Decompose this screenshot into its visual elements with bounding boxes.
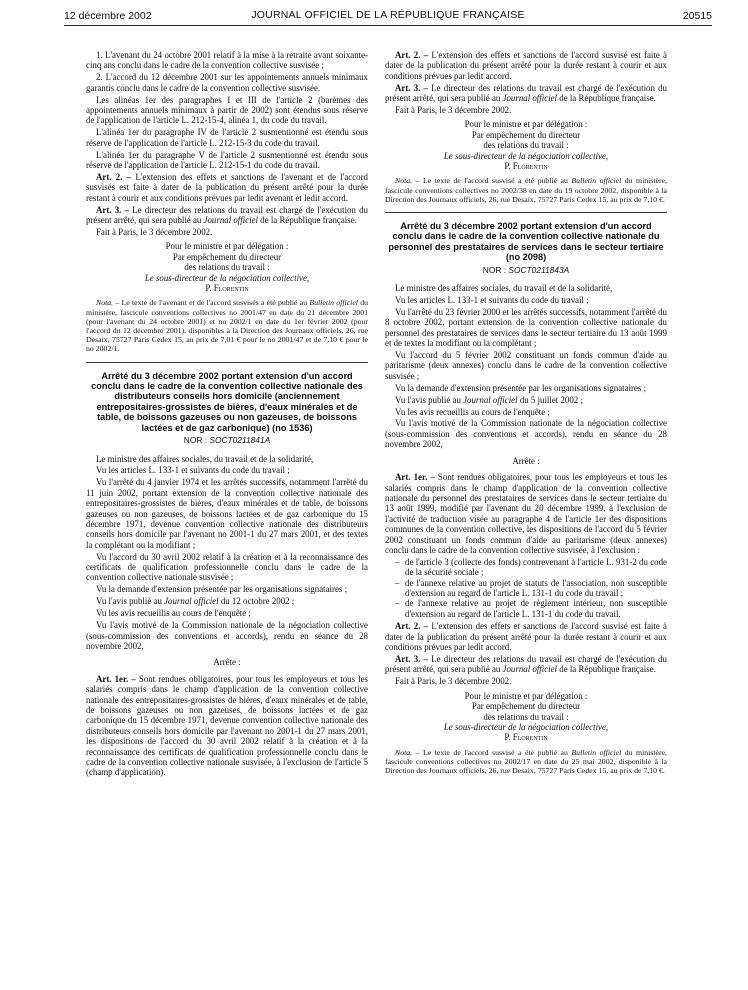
paragraph: Les alinéas 1er des paragraphes I et III de l'article 2 (barèmes des appointements annuels minimaux à partir de 2002) sont étendus sous réserve de l'application de l'article L. 212-15-4, alinéa 1, du code du travail. — [86, 94, 368, 126]
visa: Vu les articles L. 133-1 et suivants du code du travail ; — [395, 295, 589, 306]
article-text: Le directeur des relations du travail est chargé de l'exécution du présent arrêté, qui sera publié au — [385, 82, 667, 104]
article-text: Sont rendues obligatoires, pour tous les employeurs et tous les salariés compris dans le champ d'application de la convention collective nationale des entrepositaires-grossistes de bières, d'eaux minérales et de table, de boissons gazeuses ou non gazeuses, de boissons lactées et de gaz carbonique du 15 décembre 1971, devenue convention collective nationale des distributeurs conseils hors domicile par l'avenant no 2001-1 du 27 mars 2001, les dispositions de l'accord du 30 avril 2002 relatif à la création et à la reconnaissance des certificats de qualification professionnelle conclu dans le cadre de la convention collective nationale susvisée, à l'exclusion de l'article 5 (champ d'application). — [86, 673, 368, 778]
visa: Vu l'arrêté du 4 janvier 1974 et les arrêtés successifs, notamment l'arrêté du 11 juin 2002, portant extension de la convention collective nationale des entrepositaires-grossistes de bières, d'eaux minérales et de table, de boissons gazeuses ou non gazeuses, de boissons lactées et de gaz carbonique du 15 décembre 1971, devenue convention collective nationale des distributeurs conseils hors domicile par l'avenant no 2001-1 du 27 mars 2001, et des textes la complétant ou la modifiant ; — [86, 477, 368, 550]
article-text: de la République française. — [557, 93, 656, 104]
journal-reference: Journal officiel — [164, 596, 219, 607]
signature-line: Par empêchement du directeur — [471, 701, 581, 712]
nota-label: Nota. — [96, 298, 114, 308]
paragraph: 1. L'avenant du 24 octobre 2001 relatif à la mise à la retraite avant soixante-cinq ans conclu dans le cadre de la convention collective susvisée ; — [86, 50, 368, 71]
nota-label: Nota. — [395, 747, 413, 757]
article-2 — [86, 172, 368, 203]
list-item: – de l'annexe relative au projet de statuts de l'association, non susceptible d'extension au regard de l'article L. 131-1 du code du travail ; — [395, 578, 667, 599]
journal-reference: Journal officiel — [203, 215, 259, 226]
visa: Vu les avis recueillis au cours de l'enquête ; — [96, 608, 251, 619]
signature-line: des relations du travail : — [184, 262, 270, 273]
nor-label: NOR : — [482, 264, 509, 275]
right-column — [385, 50, 667, 775]
signature-line: Pour le ministre et par délégation : — [464, 690, 588, 701]
left-column — [86, 50, 368, 779]
fait-a-paris: Fait à Paris, le 3 décembre 2002. — [395, 676, 512, 687]
article-text: de la République française. — [258, 215, 357, 226]
nota-text: du ministère, fascicule conventions collectives no 2002/38 en date du 19 octobre 2002, disponible à la Direction des Journaux officiels, 26, rue Desaix, 75727 Paris Cedex 15, au prix de 7,10 €. — [385, 176, 667, 204]
nor-code: SOCT0211843A — [508, 264, 570, 275]
signatory-name: P. Florentin — [504, 161, 548, 172]
signature-title: Le sous-directeur de la négociation collective, — [144, 272, 310, 283]
nota — [385, 748, 667, 776]
visa: Vu l'avis motivé de la Commission nationale de la négociation collective (sous-commission des conventions et accords), rendu en séance du 28 novembre 2002, — [86, 620, 368, 651]
bulletin-reference: Bulletin officiel — [571, 176, 622, 186]
article-text: L'extension des effets et sanctions de l'accord susvisé est faite à dater de la publication du présent arrêté pour la durée restant à courir et aux conditions prévues par ledit accord. — [385, 50, 667, 81]
signature-title: Le sous-directeur de la négociation collective, — [443, 721, 609, 732]
article-3 — [86, 205, 368, 226]
article-label: Art. 2. – — [395, 50, 429, 60]
article-text: L'extension des effets et sanctions de l'avenant et de l'accord susvisés est faite à dater de la publication du présent arrêté pour la durée restant à courir et aux conditions prévues par ledit avenant et ledit accord. — [86, 171, 368, 203]
article-3 — [385, 83, 667, 104]
visa: Vu les articles L. 133-1 et suivants du code du travail ; — [96, 465, 290, 476]
visa: Vu la demande d'extension présentée par les organisations signataires ; — [96, 584, 348, 595]
article-label: Art. 1er. – — [395, 472, 435, 483]
nota-text: – Le texte de l'avenant et de l'accord susvisés a été publié au — [113, 298, 310, 308]
article-text: Sont rendues obligatoires, pour tous les employeurs et tous les salariés compris dans le champ d'application de la convention collective nationale du personnel des prestataires de services dans le secteur tertiaire du 13 août 1999, modifié par l'avenant du 20 décembre 1999, à l'exclusion de l'activité de traduction visée au paragraphe 4 de l'article 1er des dispositions communes de la convention collective, les dispositions de l'accord du 5 février 2002 constituant un fonds commun d'aide au paritarisme (deux annexes) conclu dans le cadre de la convention collective susvisée, à l'exclusion : — [385, 472, 667, 555]
nota-text: du ministère, fascicule conventions collectives no 2002/17 en date du 25 mai 2002, disponible à la Direction des Journaux officiels, 26, rue Desaix, 75727 Paris Cedex 15, au prix de 7,10 €. — [385, 747, 667, 776]
journal-reference: Journal officiel — [463, 394, 518, 405]
article-label: Art. 2. – — [96, 171, 132, 182]
article-1 — [86, 674, 368, 778]
nota-label: Nota. — [395, 176, 413, 186]
fait-a-paris: Fait à Paris, le 3 décembre 2002. — [96, 227, 213, 237]
article-text: L'extension des effets et sanctions de l'accord susvisé est faite à dater de la publication du présent arrêté pour la durée restant à courir et aux conditions prévues par ledit accord. — [385, 621, 667, 653]
visa: Vu les avis recueillis au cours de l'enquête ; — [395, 406, 550, 417]
signature-line: Pour le ministre et par délégation : — [165, 241, 289, 252]
signatory-name: P. Florentin — [504, 732, 548, 743]
separator — [385, 212, 667, 213]
signature-line: des relations du travail : — [483, 711, 569, 722]
article-text: Le directeur des relations du travail est chargé de l'exécution du présent arrêté, qui sera publié au — [385, 654, 667, 675]
signature-line: des relations du travail : — [483, 140, 569, 151]
nota — [86, 298, 368, 353]
nor-reference — [86, 435, 368, 445]
visa-text: du 5 juillet 2002 ; — [517, 394, 583, 405]
visa-text: Vu l'avis publié au — [96, 596, 165, 607]
journal-title: JOURNAL OFFICIEL DE LA RÉPUBLIQUE FRANÇAISE — [251, 9, 525, 21]
paragraph: L'alinéa 1er du paragraphe V de l'article 2 susmentionné est étendu sous réserve de l'application de l'article L. 212-15-1 du code du travail. — [86, 149, 368, 171]
visa: Le ministre des affaires sociales, du travail et de la solidarité, — [96, 453, 314, 464]
nota-text: du ministère, fascicule conventions collectives no 2001/47 en date du 21 décembre 2001 (pour l'avenant du 24 octobre 2001) et no 2002/1 en date du 1er février 2002 (pour l'accord du 12 décembre 2001), disponibles à la Direction des Journaux officiels, 26, rue Desaix, 75727 Paris Cedex 15, au prix de 7,01 € pour le no 2001/47 et de 7,10 € pour le no 2002/1. — [86, 298, 368, 354]
arrete-label: Arrête : — [512, 455, 540, 466]
article-2 — [385, 621, 667, 652]
visa-text: Vu l'avis publié au — [395, 394, 464, 405]
journal-reference: Journal officiel — [502, 93, 558, 104]
signature-block — [86, 241, 368, 293]
nota-text: – Le texte de l'accord susvisé a été publié au — [412, 176, 572, 186]
signature-line: Par empêchement du directeur — [471, 129, 581, 140]
signature-line: Par empêchement du directeur — [172, 251, 282, 262]
list-item: – de l'article 3 (collecte des fonds) contrevenant à l'article L. 931-2 du code de la sécurité sociale ; — [395, 557, 667, 578]
list-item: – de l'annexe relative au projet de règlement intérieur, non susceptible d'extension au regard de l'article L. 131-1 du code du travail. — [395, 598, 667, 619]
signature-title: Le sous-directeur de la négociation collective, — [443, 150, 609, 161]
separator — [86, 362, 368, 363]
article-label: Art. 3. – — [395, 654, 428, 665]
exclusion-list — [385, 557, 667, 619]
visa: Vu l'arrêté du 23 février 2000 et les arrêtés successifs, notamment l'arrêté du 8 octobre 2002, portant extension de la convention collective nationale du personnel des prestataires de services dans le secteur tertiaire du 13 août 1999 et de textes la modifiant ou la complétant ; — [385, 306, 667, 349]
bulletin-reference: Bulletin officiel — [309, 298, 358, 308]
article-label: Art. 1er. – — [96, 673, 136, 684]
nor-label: NOR : — [183, 435, 210, 446]
decree-heading: Arrêté du 3 décembre 2002 portant extension d'un accord conclu dans le cadre de la convention collective nationale des distributeurs conseils hors domicile (anciennement entrepositaires-grossistes de bières, d'eaux minérales et de table, de boissons gazeuses ou non gazeuses, de boissons lactées et de gaz carbonique) (no 1536) — [91, 370, 363, 433]
article-text: de la République française. — [557, 664, 656, 675]
visa — [385, 395, 667, 405]
paragraph: L'alinéa 1er du paragraphe IV de l'article 2 susmentionné est étendu sous réserve de l'application de l'article L. 212-15-3 du code du travail. — [86, 127, 368, 148]
visa — [86, 596, 368, 606]
arrete-label: Arrête : — [213, 657, 241, 668]
visa: Vu la demande d'extension présentée par les organisations signataires ; — [395, 382, 647, 393]
article-1 — [385, 472, 667, 555]
decree-heading: Arrêté du 3 décembre 2002 portant extension d'un accord conclu dans le cadre de la convention collective nationale du personnel des prestataires de services dans le secteur tertiaire (no 2098) — [388, 221, 664, 263]
signature-block — [385, 691, 667, 743]
header-date: 12 décembre 2002 — [64, 10, 152, 22]
article-label: Art. 2. – — [395, 621, 429, 632]
article-2 — [385, 50, 667, 81]
article-label: Art. 3. – — [96, 204, 129, 215]
nor-code: SOCT0211841A — [209, 435, 271, 446]
article-label: Art. 3. – — [395, 82, 428, 93]
article-text: Le directeur des relations du travail est chargé de l'exécution du présent arrêté, qui sera publié au — [86, 204, 368, 226]
visa: Le ministre des affaires sociales, du travail et de la solidarité, — [395, 283, 613, 294]
visa: Vu l'accord du 5 février 2002 constituant un fonds commun d'aide au paritarisme (deux annexes) conclu dans le cadre de la convention collective susvisée ; — [385, 350, 667, 381]
visa-text: du 12 octobre 2002 ; — [218, 596, 295, 607]
page-header — [64, 9, 712, 26]
journal-reference: Journal officiel — [502, 664, 558, 675]
visa: Vu l'avis motivé de la Commission nationale de la négociation collective (sous-commission des conventions et accords), rendu en séance du 28 novembre 2002, — [385, 418, 667, 450]
signatory-name: P. Florentin — [205, 283, 249, 294]
paragraph: 2. L'accord du 12 décembre 2001 sur les appointements annuels minimaux garantis conclu dans le cadre de la convention collective susvisée. — [86, 72, 368, 93]
signature-block — [385, 119, 667, 171]
bulletin-reference: Bulletin officiel — [571, 747, 622, 757]
nota-text: – Le texte de l'accord susvisé a été publié au — [412, 747, 572, 757]
article-3 — [385, 654, 667, 675]
nota — [385, 176, 667, 204]
visa: Vu l'accord du 30 avril 2002 relatif à la création et à la reconnaissance des certificats de qualification professionnelle conclu dans le cadre de la convention collective nationale susvisée ; — [86, 551, 368, 583]
signature-line: Pour le ministre et par délégation : — [464, 119, 588, 130]
fait-a-paris: Fait à Paris, le 3 décembre 2002. — [395, 105, 512, 116]
page-number: 20515 — [682, 10, 712, 22]
nor-reference — [385, 265, 667, 275]
